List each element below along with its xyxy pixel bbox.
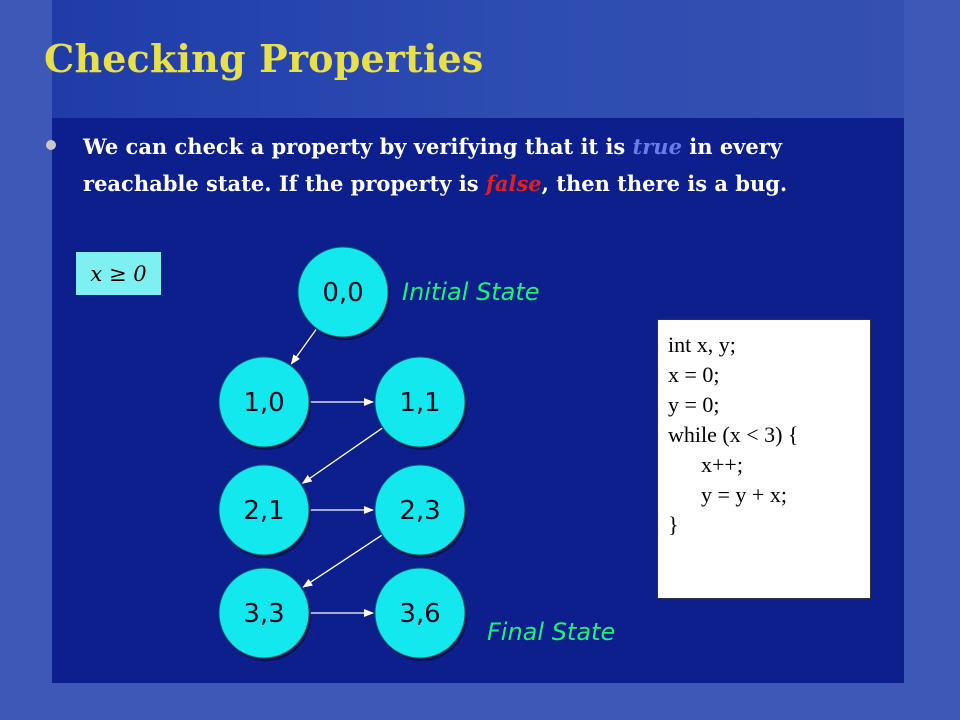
keyword-true: true bbox=[632, 134, 682, 159]
code-box bbox=[657, 319, 871, 599]
transition-arrow-s00-s10 bbox=[291, 329, 316, 363]
state-node-s10 bbox=[219, 357, 311, 450]
state-node-label: 3,6 bbox=[399, 599, 441, 629]
code-line: int x, y; bbox=[668, 332, 736, 357]
code-line: } bbox=[668, 512, 679, 537]
state-node-s11 bbox=[375, 357, 467, 450]
code-line: x++; bbox=[668, 452, 743, 477]
transition-arrow-s23-s33 bbox=[303, 535, 381, 587]
slide-title: Checking Properties bbox=[44, 36, 484, 81]
code-line: x = 0; bbox=[668, 362, 720, 387]
bullet-part-2: in every reachable state. If the property is bbox=[83, 134, 783, 196]
state-node-s23 bbox=[375, 465, 467, 558]
state-node-label: 2,3 bbox=[399, 496, 441, 526]
code-line: y = 0; bbox=[668, 392, 720, 417]
state-node-s00 bbox=[298, 247, 390, 340]
state-node-label: 3,3 bbox=[243, 599, 285, 629]
final-state-label: Final State bbox=[487, 618, 616, 646]
keyword-false: false bbox=[485, 171, 542, 196]
code-line: y = y + x; bbox=[668, 482, 787, 507]
state-node-label: 0,0 bbox=[322, 278, 364, 308]
bullet-part-1: We can check a property by verifying that it is bbox=[83, 134, 633, 159]
state-node-label: 1,0 bbox=[243, 388, 285, 418]
code-line: while (x < 3) { bbox=[668, 422, 799, 447]
state-node-s36 bbox=[375, 568, 467, 661]
transition-arrow-s11-s21 bbox=[303, 428, 383, 483]
state-node-label: 2,1 bbox=[243, 496, 285, 526]
initial-state-label: Initial State bbox=[402, 278, 540, 306]
bullet-part-3: , then there is a bug. bbox=[541, 171, 788, 196]
state-node-s21 bbox=[219, 465, 311, 558]
state-node-s33 bbox=[219, 568, 311, 661]
property-box: x ≥ 0 bbox=[75, 251, 162, 296]
state-node-label: 1,1 bbox=[399, 388, 441, 418]
